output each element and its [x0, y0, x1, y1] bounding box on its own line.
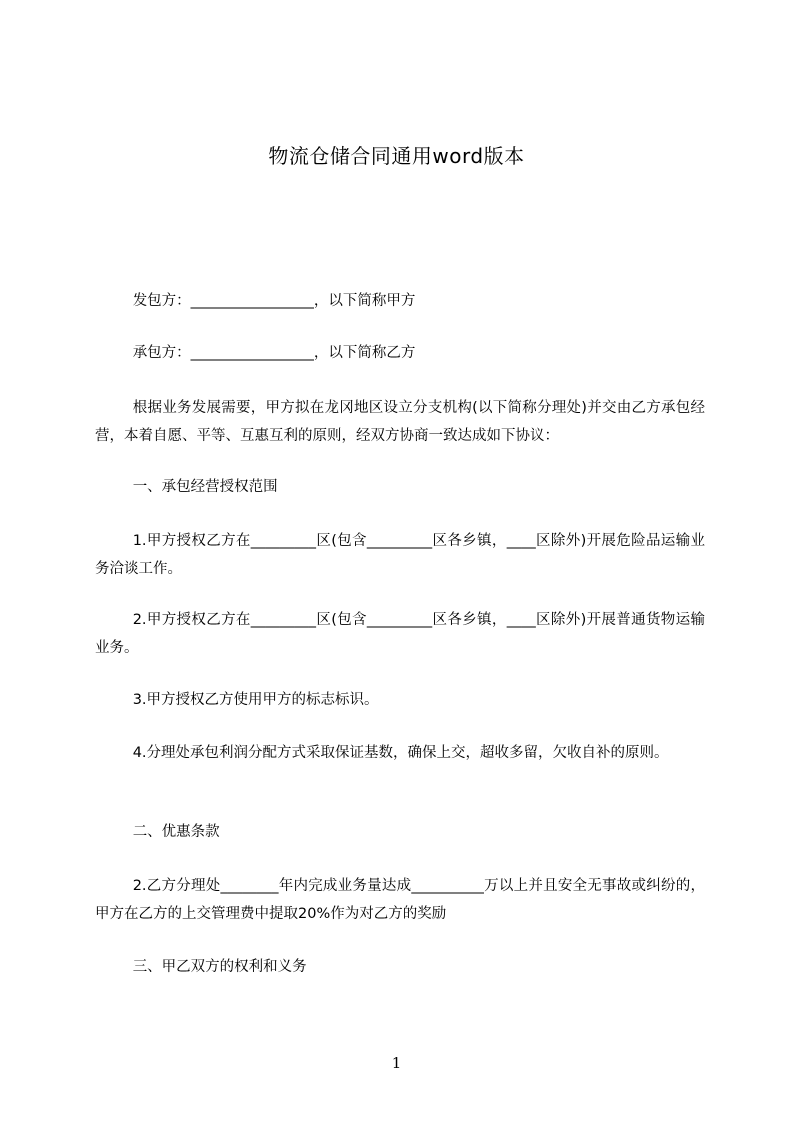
page-number: 1 — [391, 1054, 402, 1072]
heading-text: 二、优惠条款 — [132, 824, 220, 840]
clause-1-4 — [95, 739, 705, 767]
document-title: 物流仓储合同通用word版本 — [268, 144, 525, 168]
section-heading-1 — [95, 473, 705, 501]
paragraph-preamble — [95, 394, 705, 450]
heading-text: 三、甲乙双方的权利和义务 — [132, 959, 307, 975]
section-heading-3 — [95, 953, 705, 981]
clause-text: 4.分理处承包利润分配方式采取保证基数，确保上交，超收多留，欠收自补的原则。 — [132, 745, 669, 761]
clause-1-2 — [95, 606, 705, 662]
heading-text: 一、承包经营授权范围 — [132, 479, 278, 495]
clause-text: 1.甲方授权乙方在_________区(包含_________区各乡镇，____区除外)开展危险品运输业务洽谈工作。 — [95, 533, 705, 577]
paragraph-text: 发包方：_________________，以下简称甲方 — [132, 293, 416, 309]
section-heading-2 — [95, 818, 705, 846]
clause-1-3 — [95, 686, 705, 714]
clause-text: 2.甲方授权乙方在_________区(包含_________区各乡镇，____区除外)开展普通货物运输业务。 — [95, 612, 705, 656]
paragraph-contractor — [95, 339, 705, 367]
clause-1-1 — [95, 527, 705, 583]
clause-text: 3.甲方授权乙方使用甲方的标志标识。 — [132, 692, 379, 708]
paragraph-text: 承包方：_________________，以下简称乙方 — [132, 345, 416, 361]
clause-2-2 — [95, 872, 705, 928]
clause-text: 2.乙方分理处________年内完成业务量达成__________万以上并且安全无事故或纠纷的，甲方在乙方的上交管理费中提取20%作为对乙方的奖励 — [95, 878, 705, 922]
paragraph-text: 根据业务发展需要，甲方拟在龙冈地区设立分支机构(以下简称分理处)并交由乙方承包经营，本着自愿、平等、互惠互利的原则，经双方协商一致达成如下协议： — [95, 400, 705, 444]
paragraph-issuer — [95, 287, 705, 315]
